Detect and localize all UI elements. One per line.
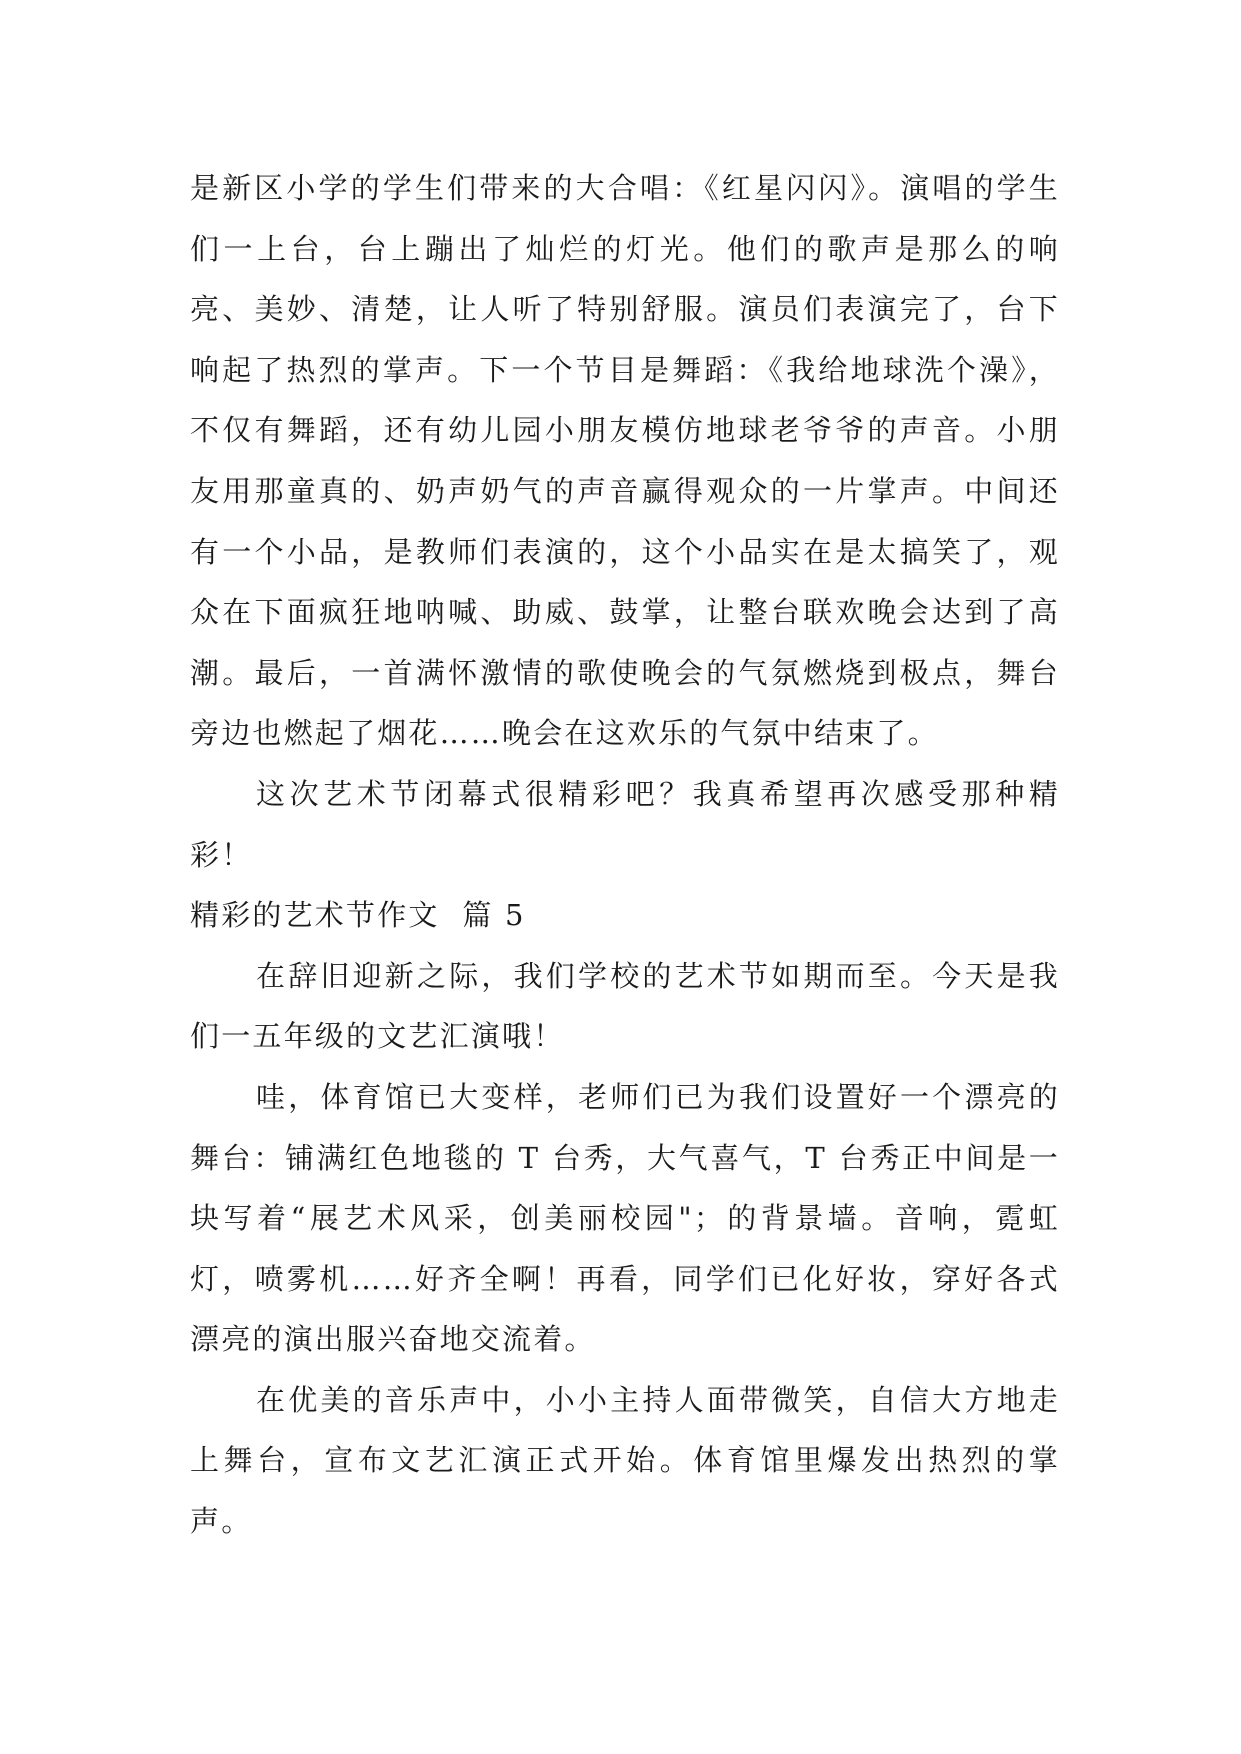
section-heading: 精彩的艺术节作文 篇 5 [190, 898, 526, 933]
paragraph-intro: 在辞旧迎新之际，我们学校的艺术节如期而至。今天是我们一五年级的文艺汇演哦！ [190, 958, 1060, 1054]
paragraph-opening: 在优美的音乐声中，小小主持人面带微笑，自信大方地走上舞台，宣布文艺汇演正式开始。体育馆里爆发出热烈的掌声。 [190, 1382, 1060, 1539]
document-body [190, 158, 1060, 1552]
paragraph-reflection: 这次艺术节闭幕式很精彩吧？我真希望再次感受那种精彩！ [190, 776, 1060, 872]
paragraph-stage: 哇，体育馆已大变样，老师们已为我们设置好一个漂亮的舞台：铺满红色地毯的 T 台秀，大气喜气，T 台秀正中间是一块写着“展艺术风采，创美丽校园"；的背景墙。音响，霓虹灯，喷雾机……好齐全啊！再看，同学们已化好妆，穿好各式漂亮的演出服兴奋地交流着。 [190, 1079, 1060, 1357]
paragraph-closing-ceremony: 是新区小学的学生们带来的大合唱：《红星闪闪》。演唱的学生们一上台，台上蹦出了灿烂的灯光。他们的歌声是那么的响亮、美妙、清楚，让人听了特别舒服。演员们表演完了，台下响起了热烈的掌声。下一个节目是舞蹈：《我给地球洗个澡》，不仅有舞蹈，还有幼儿园小朋友模仿地球老爷爷的声音。小朋友用那童真的、奶声奶气的声音赢得观众的一片掌声。中间还有一个小品，是教师们表演的，这个小品实在是太搞笑了，观众在下面疯狂地呐喊、助威、鼓掌，让整台联欢晚会达到了高潮。最后，一首满怀激情的歌使晚会的气氛燃烧到极点，舞台旁边也燃起了烟花……晚会在这欢乐的气氛中结束了。 [190, 171, 1060, 751]
